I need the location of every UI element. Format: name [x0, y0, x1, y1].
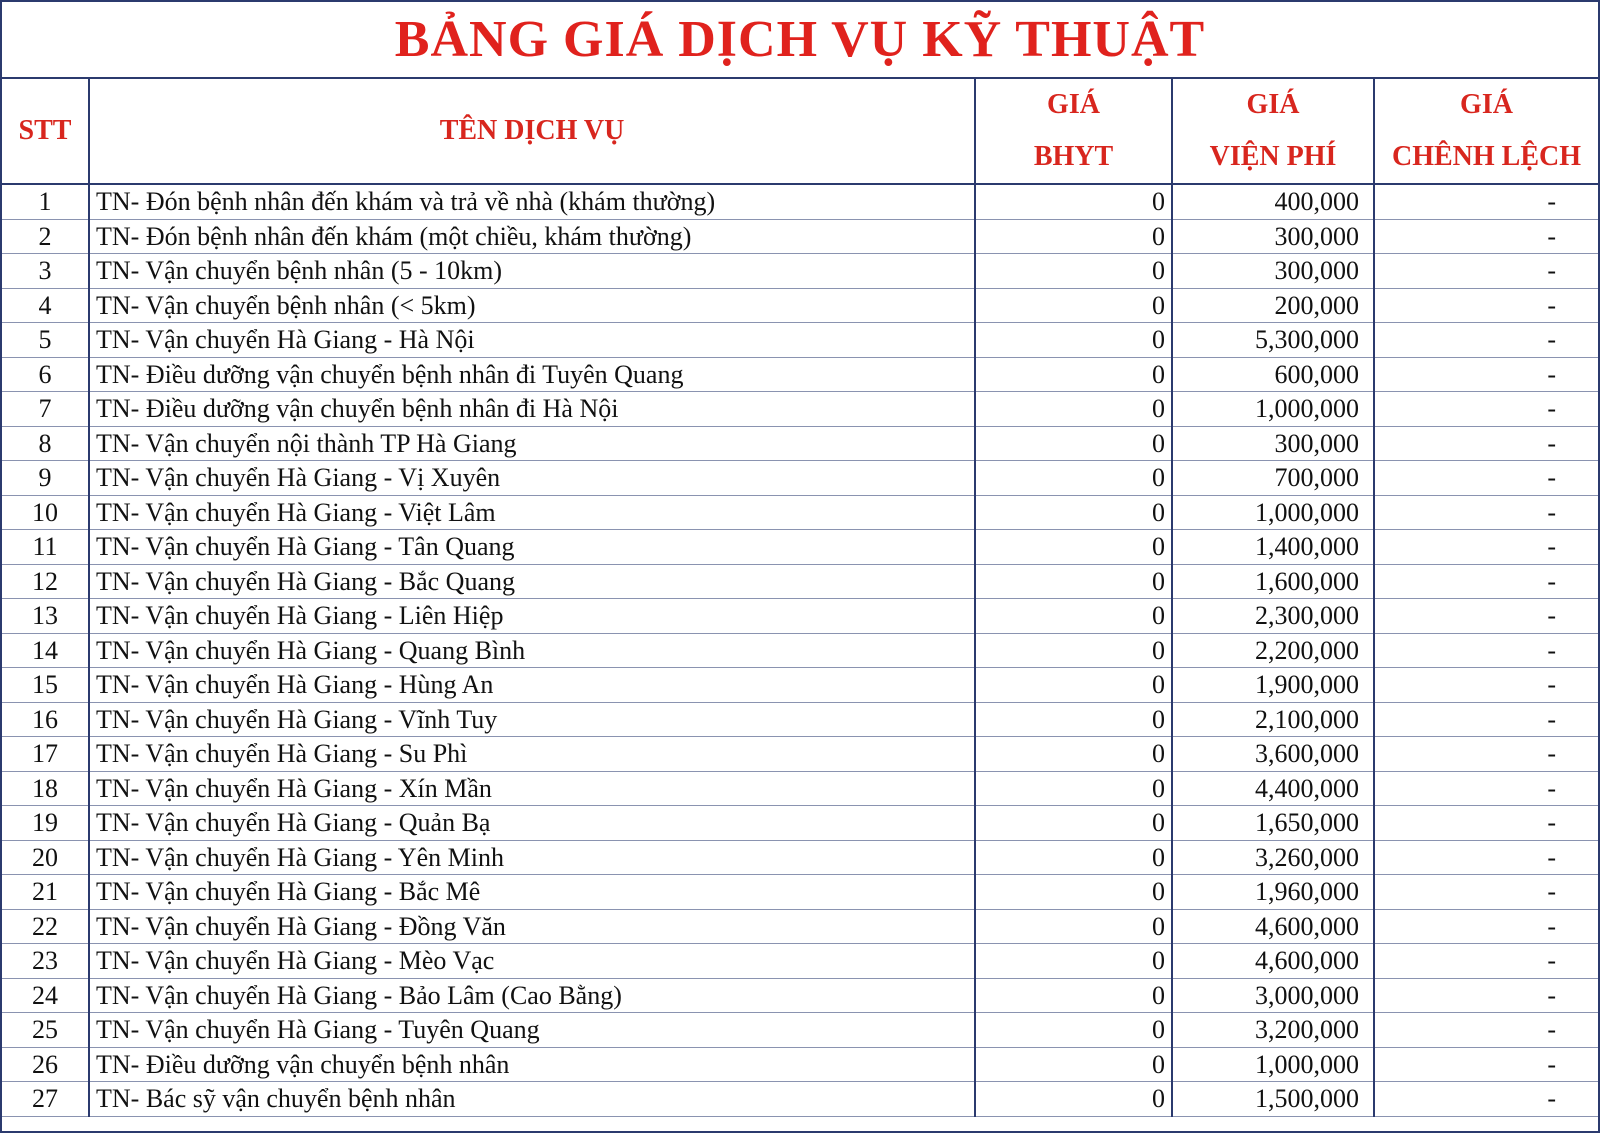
row-service-name: TN- Vận chuyển Hà Giang - Việt Lâm — [89, 495, 975, 530]
row-service-name: TN- Vận chuyển Hà Giang - Yên Minh — [89, 840, 975, 875]
table-row — [2, 288, 1598, 323]
row-price-chenh-lech: - — [1374, 1047, 1598, 1082]
row-price-vien-phi: 4,600,000 — [1172, 944, 1374, 979]
row-stt: 7 — [2, 392, 89, 427]
row-service-name: TN- Điều dưỡng vận chuyển bệnh nhân đi Tuyên Quang — [89, 357, 975, 392]
row-service-name: TN- Vận chuyển Hà Giang - Tuyên Quang — [89, 1013, 975, 1048]
table-row — [2, 1047, 1598, 1082]
row-service-name: TN- Vận chuyển Hà Giang - Quang Bình — [89, 633, 975, 668]
row-price-bhyt: 0 — [975, 219, 1172, 254]
row-service-name: TN- Đón bệnh nhân đến khám (một chiều, khám thường) — [89, 219, 975, 254]
column-header-vien-phi — [1172, 79, 1374, 184]
row-price-chenh-lech: - — [1374, 944, 1598, 979]
table-row — [2, 530, 1598, 565]
row-price-chenh-lech: - — [1374, 840, 1598, 875]
row-service-name: TN- Vận chuyển Hà Giang - Hùng An — [89, 668, 975, 703]
table-row — [2, 771, 1598, 806]
row-service-name: TN- Bác sỹ vận chuyển bệnh nhân — [89, 1082, 975, 1117]
column-header-chenh-lech-line1: GIÁ — [1460, 89, 1513, 120]
row-price-chenh-lech: - — [1374, 1013, 1598, 1048]
table-row — [2, 564, 1598, 599]
table-header — [2, 79, 1598, 184]
row-price-vien-phi: 4,600,000 — [1172, 909, 1374, 944]
row-service-name: TN- Vận chuyển Hà Giang - Đồng Văn — [89, 909, 975, 944]
row-price-vien-phi: 1,960,000 — [1172, 875, 1374, 910]
table-row — [2, 702, 1598, 737]
row-price-vien-phi: 3,200,000 — [1172, 1013, 1374, 1048]
table-row — [2, 978, 1598, 1013]
row-service-name: TN- Vận chuyển Hà Giang - Liên Hiệp — [89, 599, 975, 634]
row-price-chenh-lech: - — [1374, 1082, 1598, 1117]
table-row — [2, 254, 1598, 289]
row-stt: 11 — [2, 530, 89, 565]
table-row — [2, 392, 1598, 427]
row-stt: 8 — [2, 426, 89, 461]
row-price-bhyt: 0 — [975, 1013, 1172, 1048]
row-service-name: TN- Vận chuyển bệnh nhân (< 5km) — [89, 288, 975, 323]
row-price-vien-phi: 1,500,000 — [1172, 1082, 1374, 1117]
page-title: BẢNG GIÁ DỊCH VỤ KỸ THUẬT — [2, 2, 1598, 79]
table-row — [2, 184, 1598, 219]
row-price-chenh-lech: - — [1374, 737, 1598, 772]
row-price-vien-phi: 3,600,000 — [1172, 737, 1374, 772]
row-service-name: TN- Vận chuyển Hà Giang - Bắc Quang — [89, 564, 975, 599]
row-price-bhyt: 0 — [975, 392, 1172, 427]
row-stt: 4 — [2, 288, 89, 323]
table-row — [2, 461, 1598, 496]
row-stt: 25 — [2, 1013, 89, 1048]
row-price-chenh-lech: - — [1374, 668, 1598, 703]
row-stt: 23 — [2, 944, 89, 979]
row-stt: 22 — [2, 909, 89, 944]
row-stt: 17 — [2, 737, 89, 772]
row-service-name: TN- Vận chuyển Hà Giang - Tân Quang — [89, 530, 975, 565]
row-price-bhyt: 0 — [975, 357, 1172, 392]
row-price-bhyt: 0 — [975, 978, 1172, 1013]
row-stt: 1 — [2, 184, 89, 219]
row-price-bhyt: 0 — [975, 737, 1172, 772]
row-price-chenh-lech: - — [1374, 771, 1598, 806]
row-stt: 19 — [2, 806, 89, 841]
table-row — [2, 1013, 1598, 1048]
row-service-name: TN- Vận chuyển Hà Giang - Bắc Mê — [89, 875, 975, 910]
header-row — [2, 79, 1598, 184]
row-price-vien-phi: 700,000 — [1172, 461, 1374, 496]
row-price-bhyt: 0 — [975, 806, 1172, 841]
row-price-vien-phi: 1,650,000 — [1172, 806, 1374, 841]
row-price-vien-phi: 2,300,000 — [1172, 599, 1374, 634]
column-header-bhyt-line1: GIÁ — [1047, 89, 1100, 120]
row-stt: 6 — [2, 357, 89, 392]
row-service-name: TN- Vận chuyển Hà Giang - Mèo Vạc — [89, 944, 975, 979]
row-stt: 21 — [2, 875, 89, 910]
column-header-bhyt-line2: BHYT — [1033, 141, 1114, 172]
row-stt: 18 — [2, 771, 89, 806]
row-service-name: TN- Vận chuyển bệnh nhân (5 - 10km) — [89, 254, 975, 289]
table-row — [2, 357, 1598, 392]
row-service-name: TN- Điều dưỡng vận chuyển bệnh nhân — [89, 1047, 975, 1082]
table-row — [2, 875, 1598, 910]
row-service-name: TN- Vận chuyển Hà Giang - Vị Xuyên — [89, 461, 975, 496]
row-price-vien-phi: 200,000 — [1172, 288, 1374, 323]
row-price-bhyt: 0 — [975, 426, 1172, 461]
table-row — [2, 426, 1598, 461]
row-price-chenh-lech: - — [1374, 392, 1598, 427]
row-service-name: TN- Vận chuyển Hà Giang - Xín Mần — [89, 771, 975, 806]
row-stt: 5 — [2, 323, 89, 358]
column-header-vien-phi-line1: GIÁ — [1246, 89, 1300, 120]
row-stt: 9 — [2, 461, 89, 496]
row-price-bhyt: 0 — [975, 323, 1172, 358]
row-price-vien-phi: 1,000,000 — [1172, 495, 1374, 530]
table-row — [2, 633, 1598, 668]
row-price-vien-phi: 600,000 — [1172, 357, 1374, 392]
row-price-chenh-lech: - — [1374, 530, 1598, 565]
row-price-bhyt: 0 — [975, 875, 1172, 910]
row-service-name: TN- Vận chuyển Hà Giang - Bảo Lâm (Cao Bằng) — [89, 978, 975, 1013]
row-stt: 24 — [2, 978, 89, 1013]
row-price-vien-phi: 1,000,000 — [1172, 392, 1374, 427]
row-price-bhyt: 0 — [975, 909, 1172, 944]
row-stt: 2 — [2, 219, 89, 254]
row-price-bhyt: 0 — [975, 1047, 1172, 1082]
row-price-vien-phi: 5,300,000 — [1172, 323, 1374, 358]
row-price-vien-phi: 1,900,000 — [1172, 668, 1374, 703]
row-price-bhyt: 0 — [975, 530, 1172, 565]
row-price-chenh-lech: - — [1374, 875, 1598, 910]
column-header-stt: STT — [2, 79, 89, 184]
row-price-bhyt: 0 — [975, 564, 1172, 599]
row-stt: 20 — [2, 840, 89, 875]
row-price-chenh-lech: - — [1374, 288, 1598, 323]
table-row — [2, 495, 1598, 530]
row-stt: 13 — [2, 599, 89, 634]
row-price-chenh-lech: - — [1374, 978, 1598, 1013]
row-price-bhyt: 0 — [975, 668, 1172, 703]
row-service-name: TN- Vận chuyển Hà Giang - Quản Bạ — [89, 806, 975, 841]
row-price-bhyt: 0 — [975, 633, 1172, 668]
row-price-bhyt: 0 — [975, 840, 1172, 875]
row-price-bhyt: 0 — [975, 771, 1172, 806]
row-price-chenh-lech: - — [1374, 357, 1598, 392]
row-price-chenh-lech: - — [1374, 254, 1598, 289]
row-price-vien-phi: 300,000 — [1172, 426, 1374, 461]
table-row — [2, 806, 1598, 841]
row-price-chenh-lech: - — [1374, 633, 1598, 668]
table-row — [2, 737, 1598, 772]
table-row — [2, 840, 1598, 875]
table-row — [2, 1082, 1598, 1117]
row-price-bhyt: 0 — [975, 254, 1172, 289]
row-price-chenh-lech: - — [1374, 806, 1598, 841]
table-row — [2, 219, 1598, 254]
row-stt: 16 — [2, 702, 89, 737]
row-stt: 15 — [2, 668, 89, 703]
row-service-name: TN- Vận chuyển Hà Giang - Hà Nội — [89, 323, 975, 358]
row-price-chenh-lech: - — [1374, 219, 1598, 254]
row-price-bhyt: 0 — [975, 184, 1172, 219]
row-stt: 12 — [2, 564, 89, 599]
row-price-vien-phi: 2,200,000 — [1172, 633, 1374, 668]
row-price-bhyt: 0 — [975, 702, 1172, 737]
row-price-bhyt: 0 — [975, 288, 1172, 323]
row-price-vien-phi: 1,400,000 — [1172, 530, 1374, 565]
row-service-name: TN- Vận chuyển nội thành TP Hà Giang — [89, 426, 975, 461]
row-price-chenh-lech: - — [1374, 461, 1598, 496]
row-stt: 27 — [2, 1082, 89, 1117]
column-header-bhyt — [975, 79, 1172, 184]
row-price-vien-phi: 3,260,000 — [1172, 840, 1374, 875]
column-header-chenh-lech-line2: CHÊNH LỆCH — [1391, 141, 1582, 172]
row-price-vien-phi: 3,000,000 — [1172, 978, 1374, 1013]
row-price-chenh-lech: - — [1374, 495, 1598, 530]
row-price-bhyt: 0 — [975, 495, 1172, 530]
row-price-chenh-lech: - — [1374, 702, 1598, 737]
row-price-vien-phi: 2,100,000 — [1172, 702, 1374, 737]
table-row — [2, 323, 1598, 358]
row-service-name: TN- Vận chuyển Hà Giang - Su Phì — [89, 737, 975, 772]
row-price-bhyt: 0 — [975, 461, 1172, 496]
row-price-bhyt: 0 — [975, 599, 1172, 634]
row-price-vien-phi: 300,000 — [1172, 219, 1374, 254]
row-price-chenh-lech: - — [1374, 426, 1598, 461]
table-row — [2, 944, 1598, 979]
row-price-vien-phi: 300,000 — [1172, 254, 1374, 289]
row-price-chenh-lech: - — [1374, 909, 1598, 944]
row-price-chenh-lech: - — [1374, 184, 1598, 219]
row-price-chenh-lech: - — [1374, 564, 1598, 599]
row-price-chenh-lech: - — [1374, 599, 1598, 634]
table-row — [2, 909, 1598, 944]
row-service-name: TN- Đón bệnh nhân đến khám và trả về nhà (khám thường) — [89, 184, 975, 219]
row-stt: 26 — [2, 1047, 89, 1082]
column-header-vien-phi-line2: VIỆN PHÍ — [1209, 141, 1337, 172]
row-price-chenh-lech: - — [1374, 323, 1598, 358]
row-stt: 14 — [2, 633, 89, 668]
table-row — [2, 668, 1598, 703]
column-header-chenh-lech — [1374, 79, 1598, 184]
row-service-name: TN- Vận chuyển Hà Giang - Vĩnh Tuy — [89, 702, 975, 737]
row-service-name: TN- Điều dưỡng vận chuyển bệnh nhân đi Hà Nội — [89, 392, 975, 427]
row-price-vien-phi: 4,400,000 — [1172, 771, 1374, 806]
row-price-bhyt: 0 — [975, 1082, 1172, 1117]
row-price-vien-phi: 400,000 — [1172, 184, 1374, 219]
row-stt: 10 — [2, 495, 89, 530]
column-header-name: TÊN DỊCH VỤ — [89, 79, 975, 184]
price-table — [2, 79, 1598, 1117]
table-body — [2, 184, 1598, 1116]
row-price-vien-phi: 1,000,000 — [1172, 1047, 1374, 1082]
row-price-vien-phi: 1,600,000 — [1172, 564, 1374, 599]
row-price-bhyt: 0 — [975, 944, 1172, 979]
table-row — [2, 599, 1598, 634]
row-stt: 3 — [2, 254, 89, 289]
